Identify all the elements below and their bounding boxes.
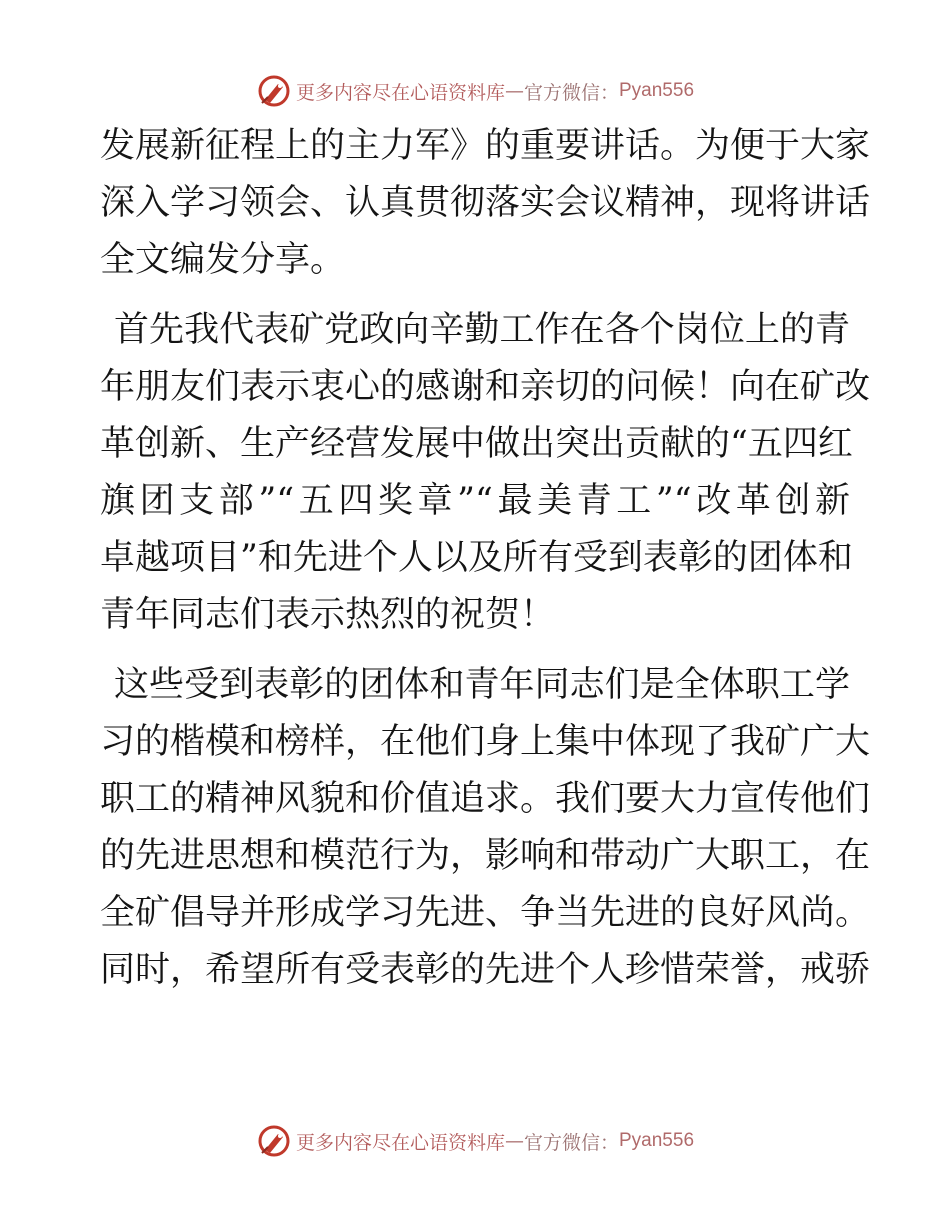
paragraph-line: 发展新征程上的主力军》的重要讲话。为便于大家 [100,126,871,166]
header-separator: — [504,80,524,102]
paragraph-line: 全文编发分享。 [100,240,346,280]
header-wechat-id: Pyan556 [619,80,695,101]
paragraph-line: 首先我代表矿党政向辛勤工作在各个岗位上的青 [114,310,850,350]
header-brand: 更多内容尽在心语资料库 [295,81,505,104]
paragraph-1 [100,118,871,289]
paragraph-line: 职工的精神风貌和价值追求。我们要大力宣传他们 [100,779,871,819]
paragraph-line: 全矿倡导并形成学习先进、争当先进的良好风尚。 [100,893,871,933]
pen-nib-logo-icon [256,73,292,109]
paragraph-line: 这些受到表彰的团体和青年同志们是全体职工学 [114,665,850,705]
header-watermark [0,71,950,111]
paragraph-line: 旗团支部”“五四奖章”“最美青工”“改革创新 [100,481,850,521]
footer-watermark [0,1121,950,1161]
footer-label: 官方微信： [523,1131,619,1154]
paragraph-line: 习的楷模和榜样，在他们身上集中体现了我矿广大 [100,722,871,762]
footer-brand: 更多内容尽在心语资料库 [295,1131,505,1154]
paragraph-line: 深入学习领会、认真贯彻落实会议精神，现将讲话 [100,183,871,223]
header-label: 官方微信： [523,81,619,104]
paragraph-line: 革创新、生产经营发展中做出突出贡献的“五四红 [100,424,853,464]
document-body [100,118,871,1012]
pen-nib-logo-icon [256,1123,292,1159]
paragraph-line: 卓越项目”和先进个人以及所有受到表彰的团体和 [100,538,853,578]
paragraph-line: 年朋友们表示衷心的感谢和亲切的问候！向在矿改 [100,367,871,407]
paragraph-line: 青年同志们表示热烈的祝贺！ [100,595,556,635]
paragraph-2 [100,302,871,644]
paragraph-line: 的先进思想和模范行为，影响和带动广大职工，在 [100,836,871,876]
paragraph-line: 同时，希望所有受表彰的先进个人珍惜荣誉，戒骄 [100,950,871,990]
footer-separator: — [504,1130,524,1152]
footer-wechat-id: Pyan556 [619,1130,695,1151]
paragraph-3 [100,657,871,999]
